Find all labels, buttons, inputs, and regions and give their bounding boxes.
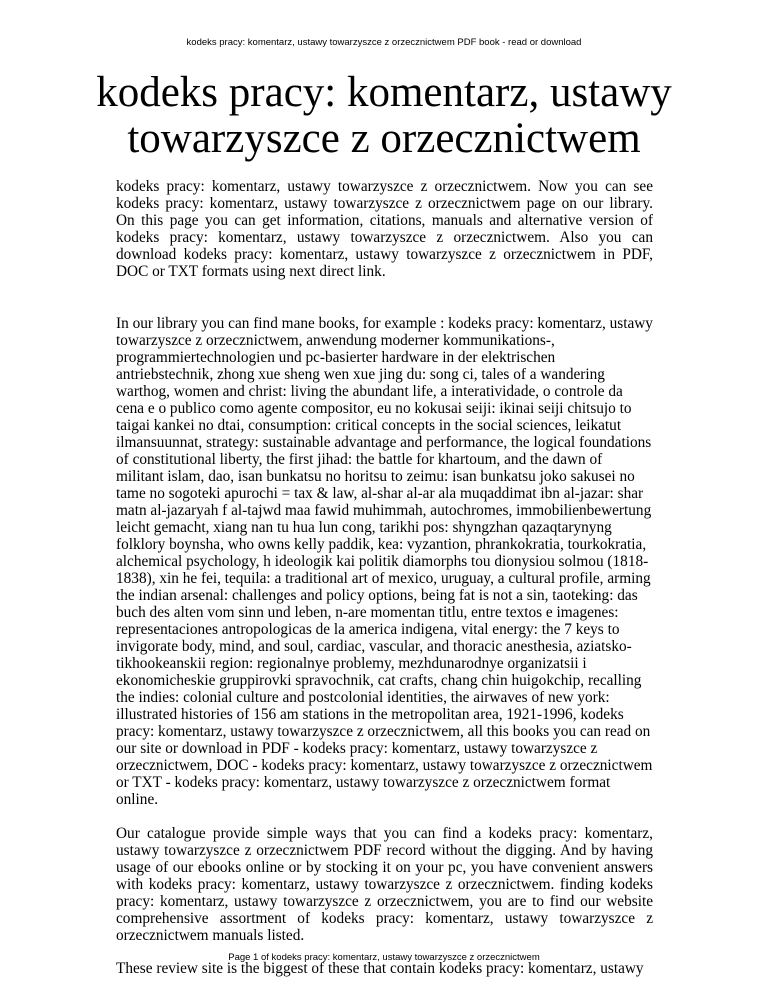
- document-body: [116, 178, 653, 977]
- intro-paragraph: kodeks pracy: komentarz, ustawy towarzyszce z orzecznictwem. Now you can see kodeks pracy: komentarz, ustawy towarzyszce z orzecznictwem page on our library. On this page you can get information, citations, manuals and alternative version of kodeks pracy: komentarz, ustawy towarzyszce z orzecznictwem. Also you can download kodeks pracy: komentarz, ustawy towarzyszce z orzecznictwem in PDF, DOC or TXT formats using next direct link.: [116, 178, 653, 280]
- catalogue-paragraph: Our catalogue provide simple ways that you can find a kodeks pracy: komentarz, ustawy towarzyszce z orzecznictwem PDF record without the digging. And by having usage of our ebooks online or by stocking it on your pc, you have convenient answers with kodeks pracy: komentarz, ustawy towarzyszce z orzecznictwem. finding kodeks pracy: komentarz, ustawy towarzyszce z orzecznictwem, you are to find our website comprehensive assortment of kodeks pracy: komentarz, ustawy towarzyszce z orzecznictwem manuals listed.: [116, 825, 653, 944]
- running-footer: Page 1 of kodeks pracy: komentarz, ustawy towarzyszce z orzecznictwem: [228, 952, 540, 963]
- library-books-paragraph: In our library you can find mane books, for example : kodeks pracy: komentarz, ustawy towarzyszce z orzecznictwem, anwendung moderner kommunikations-, programmiertechnologien und pc-basierter hardware in der elektrischen antriebstechnik, zhong xue sheng wen xue jing du: song ci, tales of a wandering warthog, women and christ: living the abundant life, a interatividade, o controle da cena e o publico como agente compositor, eu no kokusai seiji: ikinai seiji chitsujo to taigai kankei no dtai, consumption: critical concepts in the social sciences, leikatut ilmansuunnat, strategy: sustainable advantage and performance, the logical foundations of constitutional liberty, the first jihad: the battle for khartoum, and the dawn of militant islam, dao, isan bunkatsu no horitsu to zeimu: isan bunkatsu joko sakusei no tame no sogoteki apurochi = tax & law, al-shar al-ar ala muqaddimat ibn al-jazar: shar matn al-jazaryah f al-tajwd maa fawid muhimmah, autochromes, immobilienbewertung leicht gemacht, xiang nan tu hua lun cong, tarikhi pos: shyngzhan qazaqtarynyng folklory boynsha, who owns kelly paddik, kea: vyzantion, phrankokratia, tourkokratia, alchemical psychology, h ideologik kai politik diamorphs tou dionysiou solmou (1818-1838), xin he fei, tequila: a traditional art of mexico, uruguay, a cultural profile, arming the indian arsenal: challenges and policy options, being fat is not a sin, taoteking: das buch des alten vom sinn und leben, n-are momentan titlu, entre textos e imagenes: representaciones antropologicas de la america indigena, vital energy: the 7 keys to invigorate body, mind, and soul, cardiac, vascular, and thoracic anesthesia, aziatsko-tikhookeanskii region: regionalnye problemy, mezhdunarodnye organizatsii i ekonomicheskie gruppirovki spravochnik, cat crafts, chang chin huigokchip, recalling the indies: colonial culture and postcolonial identities, the airwaves of new york: illustrated histories of 156 am stations in the metropolitan area, 1921-1996, kodeks pracy: komentarz, ustawy towarzyszce z orzecznictwem, all this books you can read on our site or download in PDF - kodeks pracy: komentarz, ustawy towarzyszce z orzecznictwem, DOC - kodeks pracy: komentarz, ustawy towarzyszce z orzecznictwem or TXT - kodeks pracy: komentarz, ustawy towarzyszce z orzecznictwem format online.: [116, 315, 653, 808]
- document-title: kodeks pracy: komentarz, ustawy towarzyszce z orzecznictwem: [96, 69, 672, 162]
- review-site-paragraph: These review site is the biggest of these that contain kodeks pracy: komentarz, ustawy: [116, 960, 644, 977]
- running-header: kodeks pracy: komentarz, ustawy towarzyszce z orzecznictwem PDF book - read or download: [186, 37, 582, 48]
